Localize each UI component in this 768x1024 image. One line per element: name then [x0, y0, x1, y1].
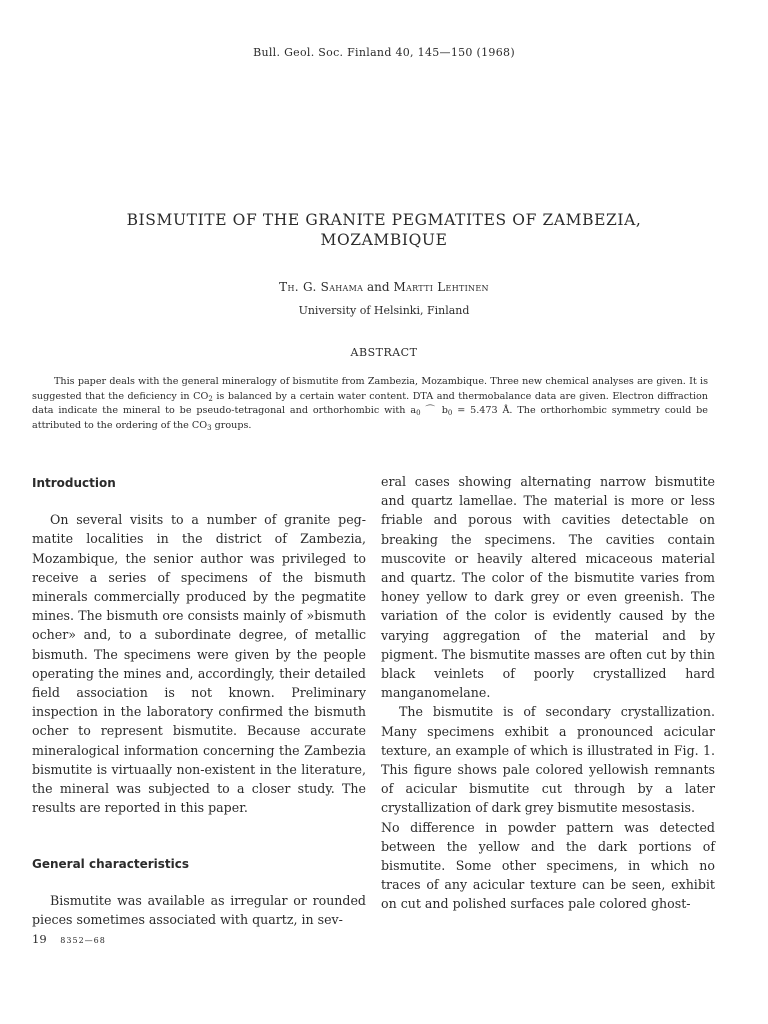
title-line-2: MOZAMBIQUE: [320, 231, 448, 249]
page-footer: [32, 932, 106, 946]
left-column: [32, 474, 366, 929]
abstract-part: ⌒ b: [420, 405, 448, 416]
abstract-part: = 5.473 Å. The orthorhombic symmetry could be attributed to the ordering of the CO: [32, 405, 708, 431]
affiliation: University of Helsinki, Finland: [298, 304, 470, 317]
abstract-part: is balanced by a certain water content. DTA and thermobalance data are given. Electron diffraction data indicate the mineral to be pseudo-tetragonal and orthorhombic with a: [32, 390, 708, 416]
abstract-part: This paper deals with the general mineralogy of bismutite from Zambezia, Mozambique. Three new chemical analyses are given. It is suggested that the deficiency in CO: [32, 376, 708, 402]
title-line-1: BISMUTITE OF THE GRANITE PEGMATITES OF ZAMBEZIA,: [126, 211, 642, 229]
introduction-paragraph: On several visits to a number of granite pegmatite localities in the district of Zambezia, Mozambique, the senior author was privileged to receive a series of specimens of the bismuth minerals commercially produced by the pegmatite mines. The bismuth ore consists mainly of »bismuth ocher» and, to a subordinate degree, of metallic bismuth. The specimens were given by the people operating the mines and, accordingly, their detailed field association is not known. Preliminary inspection in the laboratory confirmed the bismuth ocher to represent bismutite. Because accurate mineralogical information concerning the Zambezia bismutite is virtuaally non-existent in the literature, the mineral was subjected to a closer study. The results are reported in this paper.: [32, 512, 366, 816]
abstract-subscript: 0: [447, 409, 453, 417]
abstract-subscript: 0: [416, 409, 421, 417]
page-number: 19: [32, 932, 47, 946]
abstract-subscript: 2: [208, 394, 213, 403]
abstract-part: groups.: [211, 419, 252, 431]
general-paragraph-start: Bismutite was available as irregular or rounded pieces sometimes associated with quartz, in sev-: [32, 892, 366, 927]
right-paragraph-1: eral cases showing alternating narrow bismutite and quartz lamellae. The material is more or less friable and porous with cavities detectable on breaking the specimens. The cavities contain muscovite or heavily altered micaceous material and quartz. The color of the bismutite varies from honey yellow to dark grey or even greenish. The variation of the color is evidently caused by the varying aggregation of the material and by pigment. The bismutite masses are often cut by thin black veinlets of poorly crystallized hard manganomelane.: [381, 474, 715, 701]
paper-title: [60, 210, 708, 250]
right-column: [381, 472, 715, 914]
print-code: 8352—68: [60, 936, 106, 945]
author-2: Martti Lehtinen: [393, 280, 489, 294]
author-1: Th. G. Sahama: [279, 280, 364, 294]
abstract-heading: ABSTRACT: [350, 346, 418, 359]
abstract-subscript: 3: [207, 423, 212, 432]
introduction-heading: Introduction: [32, 476, 116, 490]
right-paragraph-3: No difference in powder pattern was detected between the yellow and the dark portions of bismutite. Some other specimens, in which no traces of any acicular texture can be seen, exhibit on cut and polished surfaces pale colored ghost-: [381, 819, 715, 912]
running-head: Bull. Geol. Soc. Finland 40, 145—150 (1968): [253, 46, 515, 59]
author-conjunction: and: [367, 280, 390, 294]
authors: [0, 280, 768, 294]
abstract-text: [32, 375, 708, 433]
general-characteristics-heading: General characteristics: [32, 857, 190, 872]
right-paragraph-2: The bismutite is of secondary crystallization. Many specimens exhibit a pronounced acicular texture, an example of which is illustrated in Fig. 1. This figure shows pale colored yellowish remnants of acicular bismutite cut through by a later crystallization of dark grey bismutite mesostasis.: [381, 704, 715, 816]
